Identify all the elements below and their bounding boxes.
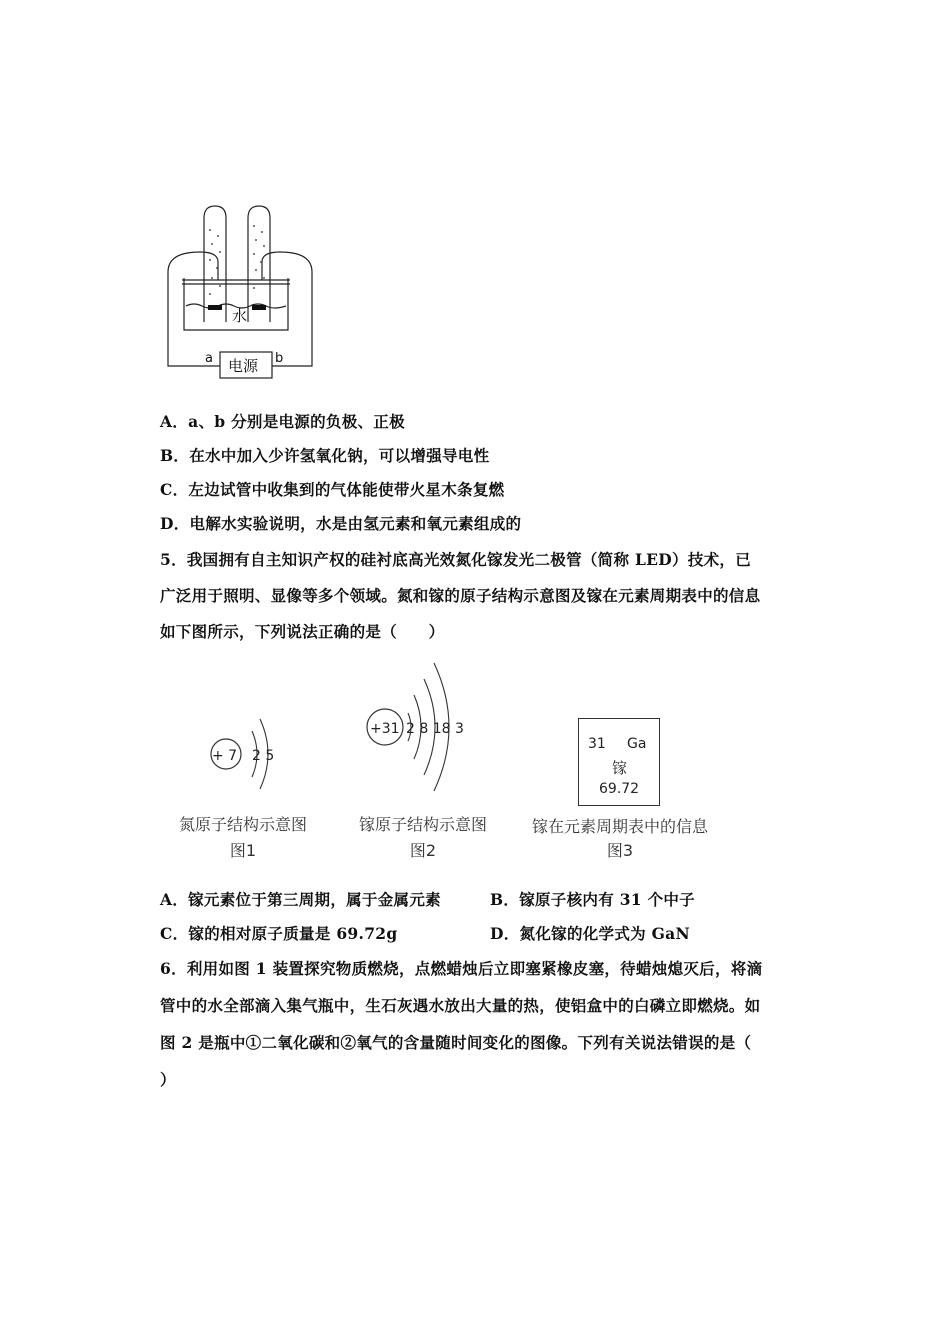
q5-stem-line-3: 如下图所示，下列说法正确的是（ ） (160, 622, 445, 641)
nitrogen-nucleus: + 7 (212, 748, 238, 764)
terminal-a-label: a (205, 351, 213, 366)
gallium-nucleus: +31 (370, 721, 400, 737)
periodic-table-cell (578, 718, 660, 806)
q4-option-c: C．左边试管中收集到的气体能使带火星木条复燃 (160, 480, 505, 499)
nitrogen-atom-diagram (200, 705, 300, 805)
element-name: 镓 (612, 759, 628, 777)
fig2-label: 图2 (409, 841, 437, 860)
fig3-label: 图3 (606, 841, 634, 860)
q6-stem-line-4: ） (160, 1070, 176, 1089)
atomic-number: 31 (588, 736, 606, 752)
q5-option-a: A．镓元素位于第三周期，属于金属元素 (160, 890, 441, 909)
q5-option-d: D．氮化镓的化学式为 GaN (490, 924, 690, 943)
water-label: 水 (232, 307, 248, 325)
q4-option-a: A．a、b 分别是电源的负极、正极 (160, 412, 405, 431)
electrolysis-apparatus-figure (160, 200, 320, 380)
q6-stem-line-1: 6．利用如图 1 装置探究物质燃烧，点燃蜡烛后立即塞紧橡皮塞，待蜡烛熄灭后，将滴 (160, 959, 763, 978)
q4-option-d: D．电解水实验说明，水是由氢元素和氧元素组成的 (160, 514, 522, 533)
q5-option-c: C．镓的相对原子质量是 69.72g (160, 924, 398, 943)
fig3-caption: 镓在元素周期表中的信息 (531, 817, 708, 836)
q4-option-b: B．在水中加入少许氢氧化钠，可以增强导电性 (160, 446, 490, 465)
atomic-mass: 69.72 (599, 781, 640, 797)
q5-stem-line-2: 广泛用于照明、显像等多个领域。氮和镓的原子结构示意图及镓在元素周期表中的信息 (160, 586, 761, 605)
q5-stem-line-1: 5．我国拥有自主知识产权的硅衬底高光效氮化镓发光二极管（简称 LED）技术，已 (160, 550, 752, 569)
q6-stem-line-2: 管中的水全部滴入集气瓶中，生石灰遇水放出大量的热，使铝盒中的白磷立即燃烧。如 (160, 996, 761, 1015)
power-source-label: 电源 (228, 357, 259, 375)
q5-option-b: B．镓原子核内有 31 个中子 (490, 890, 695, 909)
element-symbol: Ga (627, 736, 647, 752)
fig1-caption: 氮原子结构示意图 (178, 815, 307, 834)
q6-stem-line-3: 图 2 是瓶中①二氧化碳和②氧气的含量随时间变化的图像。下列有关说法错误的是（ (160, 1033, 752, 1052)
gallium-atom-diagram (360, 655, 480, 805)
fig2-caption: 镓原子结构示意图 (358, 815, 487, 834)
terminal-b-label: b (275, 351, 284, 366)
nitrogen-shells: 2 5 (252, 748, 275, 764)
gallium-shells: 2 8 18 3 (406, 721, 464, 737)
fig1-label: 图1 (229, 841, 257, 860)
